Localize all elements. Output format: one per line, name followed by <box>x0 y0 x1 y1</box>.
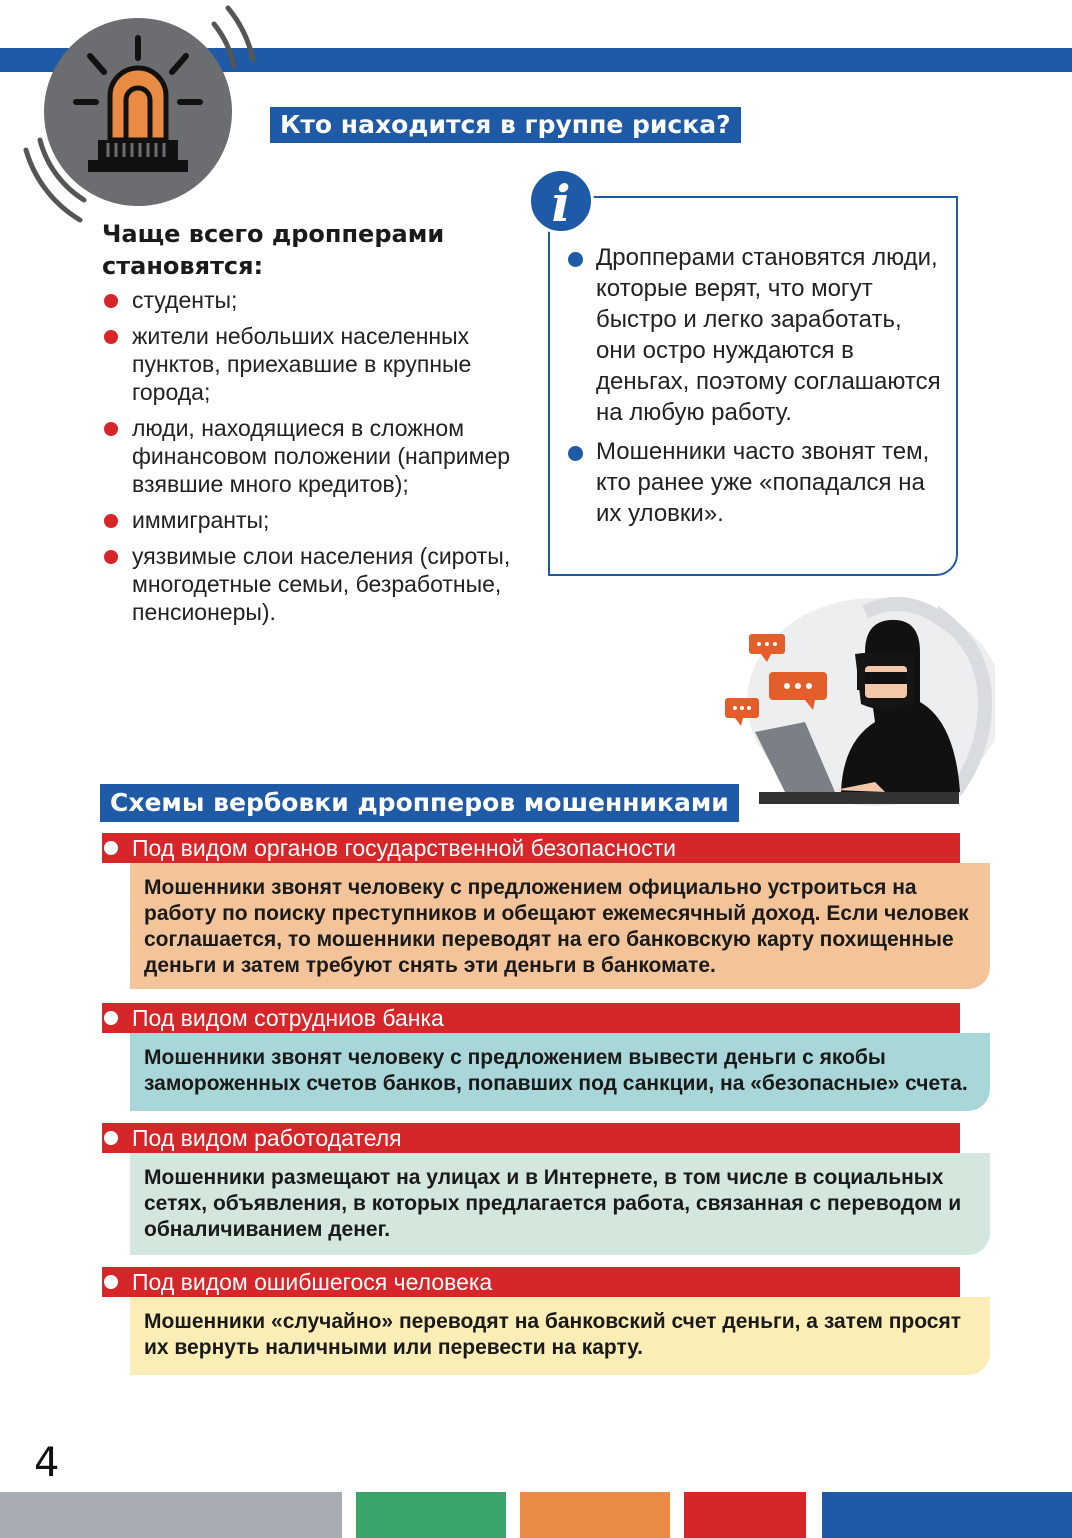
risk-group-title: Кто находится в группе риска? <box>270 107 741 143</box>
page-number: 4 <box>34 1440 60 1486</box>
list-item: жители небольших населенных пунктов, приехавшие в крупные города; <box>102 322 522 406</box>
footer-bar-blue <box>822 1492 1072 1538</box>
schemes-title: Схемы вербовки дропперов мошенниками <box>100 784 739 822</box>
scheme-card-security <box>102 833 990 989</box>
scheme-card-mistaken-person <box>102 1267 990 1375</box>
list-item: уязвимые слои населения (сироты, многодетные семьи, безработные, пенсионеры). <box>102 542 522 626</box>
scheme-text: Мошенники размещают на улицах и в Интернете, в том числе в социальных сетях, объявления, в которых предлагается работа, связанная с переводом и обналичиванием денег. <box>130 1153 990 1255</box>
footer-bar-gray <box>0 1492 342 1538</box>
info-box <box>548 196 958 576</box>
info-item: Мошенники часто звонят тем, кто ранее уже «попадался на их уловки». <box>568 436 948 529</box>
scheme-card-employer <box>102 1123 990 1255</box>
list-item: студенты; <box>102 286 522 314</box>
footer-bar-red <box>684 1492 806 1538</box>
risk-group-heading: Чаще всего дропперами становятся: <box>102 220 445 280</box>
list-item: иммигранты; <box>102 506 522 534</box>
scheme-text: Мошенники звонят человеку с предложением официально устроиться на работу по поиску преступников и обещают ежемесячный доход. Если человек соглашается, то мошенники переводят на его банковскую карту похищенные деньги и затем требуют снять эти деньги в банкомате. <box>130 863 990 989</box>
info-item: Дропперами становятся люди, которые верят, что могут быстро и легко заработать, они остро нуждаются в деньгах, поэтому соглашаются на любую работу. <box>568 242 948 428</box>
footer-color-bars <box>0 1492 1072 1538</box>
footer-bar-green <box>356 1492 506 1538</box>
hacker-illustration <box>715 592 995 812</box>
scheme-title: Под видом сотрудниов банка <box>102 1003 960 1033</box>
info-icon: i <box>528 168 594 234</box>
scheme-card-bank <box>102 1003 990 1111</box>
scheme-title: Под видом работодателя <box>102 1123 960 1153</box>
siren-icon <box>18 0 268 230</box>
scheme-title: Под видом органов государственной безопасности <box>102 833 960 863</box>
scheme-text: Мошенники «случайно» переводят на банковский счет деньги, а затем просят их вернуть наличными или перевести на карту. <box>130 1297 990 1375</box>
scheme-title: Под видом ошибшегося человека <box>102 1267 960 1297</box>
info-list <box>568 242 948 537</box>
scheme-text: Мошенники звонят человеку с предложением вывести деньги с якобы замороженных счетов банков, попавших под санкции, на «безопасные» счета. <box>130 1033 990 1111</box>
footer-bar-orange <box>520 1492 670 1538</box>
risk-group-bullets <box>102 286 522 626</box>
list-item: люди, находящиеся в сложном финансовом положении (например взявшие много кредитов); <box>102 414 522 498</box>
risk-group-list-section <box>102 218 522 634</box>
